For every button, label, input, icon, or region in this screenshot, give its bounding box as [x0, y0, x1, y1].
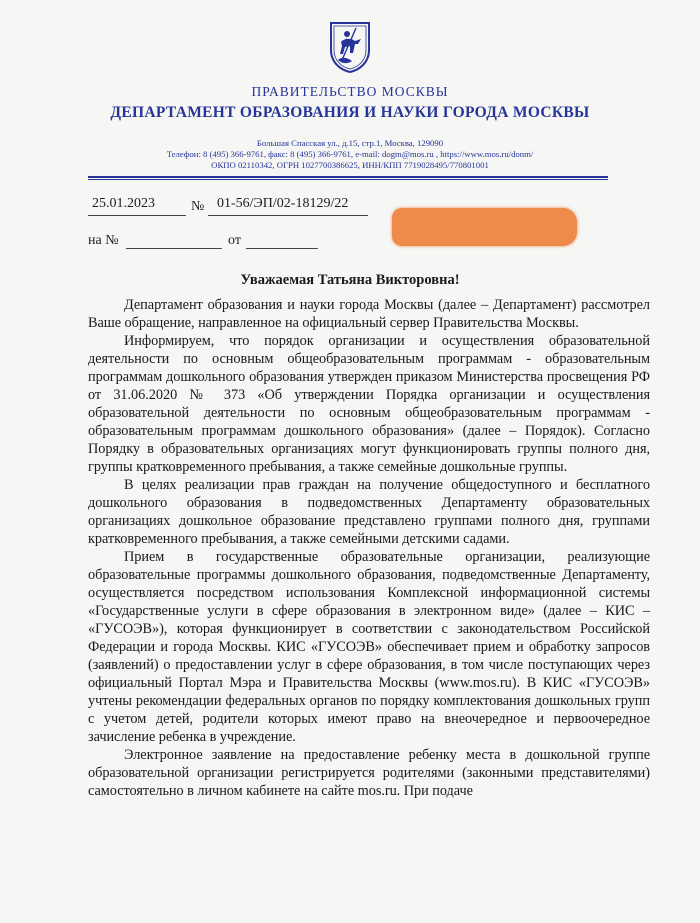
letter-paragraph: Департамент образования и науки города Москвы (далее – Департамент) рассмотрел Ваше обращение, направленное на официальный сервер Правительства Москвы. — [88, 297, 650, 331]
department-contacts: Телефон: 8 (495) 366-9761, факс: 8 (495) 366-9761, e-mail: dogm@mos.ru , https://www.mos.ru/donm/ — [166, 149, 534, 159]
number-sign: № — [191, 199, 205, 214]
header-divider-thin — [88, 179, 608, 180]
number-underline — [208, 215, 368, 216]
letter-paragraph: Электронное заявление на предоставление ребенку места в дошкольной группе образовательной организации регистрируется родителями (законными представителями) самостоятельно в личном кабинете на сайте mos.ru. При подаче — [88, 747, 650, 799]
document-date: 25.01.2023 — [92, 196, 155, 211]
document-number: 01-56/ЭП/02-18129/22 — [217, 196, 349, 211]
redacted-recipient — [392, 208, 577, 246]
moscow-coat-of-arms-icon — [328, 20, 372, 74]
date-underline — [88, 215, 186, 216]
government-title: ПРАВИТЕЛЬСТВО МОСКВЫ — [251, 84, 449, 99]
reply-number-label: на № — [88, 233, 119, 248]
reply-date-blank — [246, 248, 318, 249]
letter-paragraph: Информируем, что порядок организации и осуществления образовательной деятельности по основным общеобразовательным программам - образовательным программам дошкольного образования утвержден приказом Министерства просвещения РФ от 31.06.2020 № 373 «Об утверждении Порядка организации и осуществления образовательной деятельности по основным общеобразовательным программам - образовательным программам дошкольного образования» (далее – Порядок). Согласно Порядку в образовательных организациях могут функционировать группы полного дня, группы кратковременного пребывания, а также семейные дошкольные группы. — [88, 333, 650, 475]
department-registry: ОКПО 02110342, ОГРН 1027700386625, ИНН/КПП 7719028495/770801001 — [211, 160, 489, 170]
department-address: Большая Спасская ул., д.15, стр.1, Москва, 129090 — [256, 138, 444, 148]
reply-number-blank — [126, 248, 222, 249]
department-title: ДЕПАРТАМЕНТ ОБРАЗОВАНИЯ И НАУКИ ГОРОДА МОСКВЫ — [110, 104, 590, 121]
reply-date-label: от — [228, 233, 241, 248]
letter-greeting: Уважаемая Татьяна Викторовна! — [240, 272, 460, 288]
header-divider — [88, 176, 608, 178]
letter-body — [88, 296, 650, 800]
letter-paragraph: В целях реализации прав граждан на получение общедоступного и бесплатного дошкольного образования в подведомственных Департаменту образовательных организациях дошкольное образование представлено группами полного дня, группами кратковременного пребывания, а также семейными детскими садами. — [88, 477, 650, 547]
letter-paragraph: Прием в государственные образовательные организации, реализующие образовательные программы дошкольного образования, подведомственные Департаменту, осуществляется посредством использования Комплексной информационной системы «Государственные услуги в сфере образования в электронном виде» (далее – КИС – «ГУСОЭВ»), которая функционирует в соответствии с законодательством Российской Федерации и города Москвы. КИС «ГУСОЭВ» обеспечивает прием и обработку запросов (заявлений) о предоставлении услуг в сфере образования, в том числе поступающих через официальный Портал Мэра и Правительства Москвы (www.mos.ru). В КИС «ГУСОЭВ» учтены рекомендации федеральных органов по порядку комплектования дошкольных групп с учетом детей, родители которых имеют право на внеочередное и первоочередное зачисление ребенка в учреждение. — [88, 549, 650, 745]
